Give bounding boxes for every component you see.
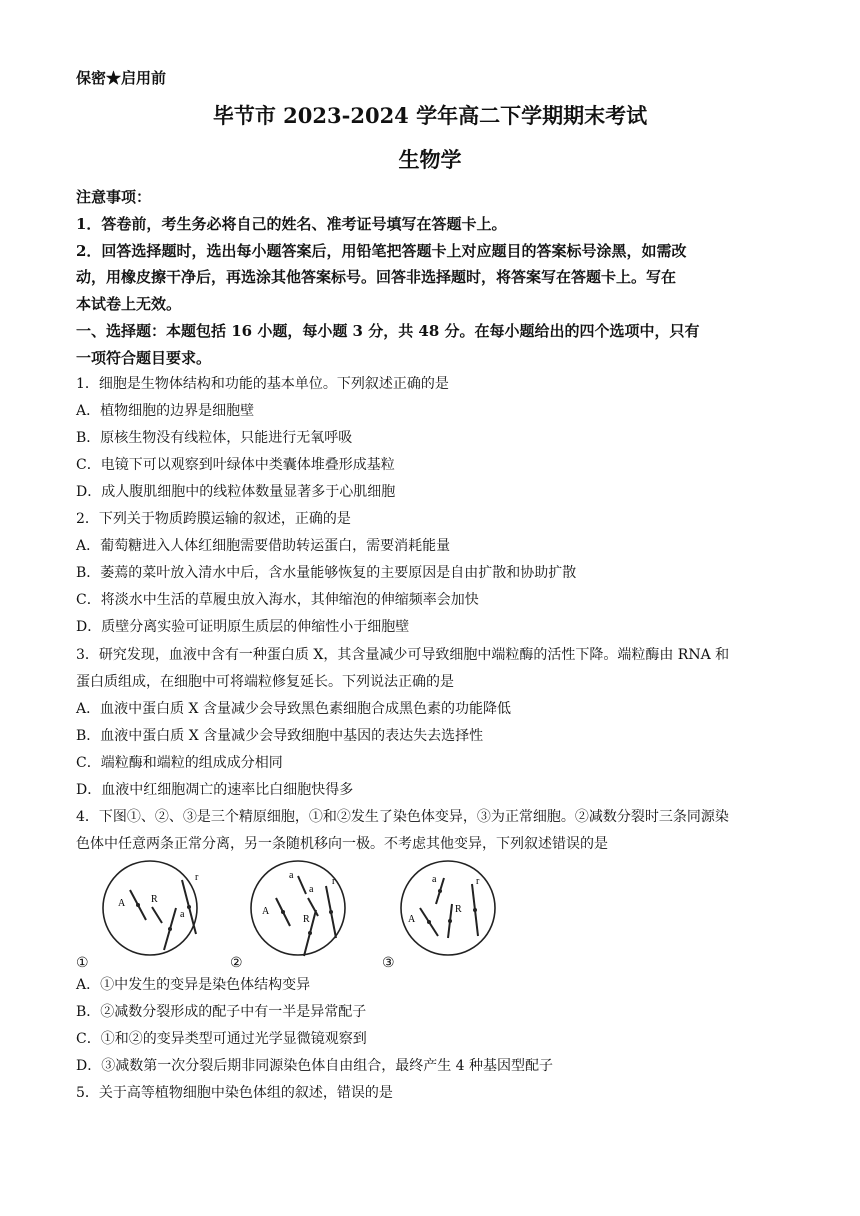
spermatogonium-figure-3 <box>396 858 500 958</box>
gene-label-R: R <box>151 894 158 905</box>
spermatogonium-figure-1 <box>98 858 202 958</box>
q2-stem: 2．下列关于物质跨膜运输的叙述，正确的是 <box>76 511 351 527</box>
subject-title: 生物学 <box>398 147 462 172</box>
gene-label-R: R <box>455 904 462 915</box>
centromere <box>136 903 140 907</box>
q2-option-d: D．质壁分离实验可证明原生质层的伸缩性小于细胞壁 <box>76 619 410 635</box>
notice-item-1: 1．答卷前，考生务必将自己的姓名、准考证号填写在答题卡上。 <box>76 215 507 233</box>
confidential-mark: 保密★启用前 <box>76 69 167 87</box>
q1-option-d: D．成人腹肌细胞中的线粒体数量显著多于心肌细胞 <box>76 484 396 500</box>
gene-label-R: R <box>303 914 310 925</box>
exam-title: 毕节市 2023-2024 学年高二下学期期末考试 <box>212 103 648 128</box>
q3-option-a: A．血液中蛋白质 X 含量减少会导致黑色素细胞合成黑色素的功能降低 <box>76 701 511 717</box>
centromere <box>168 927 172 931</box>
notice-item-2-line2: 动，用橡皮擦干净后，再选涂其他答案标号。回答非选择题时，将答案写在答题卡上。写在 <box>76 268 677 286</box>
gene-label-r: r <box>195 872 199 883</box>
centromere <box>427 920 431 924</box>
gene-label-r: r <box>476 876 480 887</box>
gene-label-A: A <box>408 914 416 925</box>
figure-label-2: ② <box>230 955 243 971</box>
notice-item-2-line1: 2．回答选择题时，选出每小题答案后，用铅笔把答题卡上对应题目的答案标号涂黑，如需改 <box>76 242 687 260</box>
q5-stem: 5．关于高等植物细胞中染色体组的叙述，错误的是 <box>76 1085 393 1101</box>
chromosome <box>152 907 162 923</box>
centromere <box>438 889 442 893</box>
centromere <box>329 910 333 914</box>
gene-label-r: r <box>332 876 336 887</box>
q4-option-c: C．①和②的变异类型可通过光学显微镜观察到 <box>76 1031 367 1047</box>
centromere <box>473 908 477 912</box>
q4-option-a: A．①中发生的变异是染色体结构变异 <box>76 977 311 993</box>
section-heading-line2: 一项符合题目要求。 <box>76 349 212 367</box>
spermatogonium-figure-2 <box>246 858 350 958</box>
section-heading-line1: 一、选择题：本题包括 16 小题，每小题 3 分，共 48 分。在每小题给出的四个选项中，只有 <box>76 322 700 340</box>
q4-stem-line2: 色体中任意两条正常分离，另一条随机移向一极。不考虑其他变异，下列叙述错误的是 <box>76 836 608 852</box>
gene-label-A: A <box>262 906 270 917</box>
chromosome <box>298 876 306 894</box>
gene-label-a: a <box>180 909 185 920</box>
q2-option-b: B．萎蔫的菜叶放入清水中后，含水量能够恢复的主要原因是自由扩散和协助扩散 <box>76 565 577 581</box>
centromere <box>448 919 452 923</box>
q1-option-c: C．电镜下可以观察到叶绿体中类囊体堆叠形成基粒 <box>76 457 395 473</box>
q3-option-d: D．血液中红细胞凋亡的速率比白细胞快得多 <box>76 782 354 798</box>
centromere <box>281 910 285 914</box>
q2-option-c: C．将淡水中生活的草履虫放入海水，其伸缩泡的伸缩频率会加快 <box>76 592 479 608</box>
gene-label-A: A <box>118 898 126 909</box>
q4-option-b: B．②减数分裂形成的配子中有一半是异常配子 <box>76 1004 367 1020</box>
q2-option-a: A．葡萄糖进入人体红细胞需要借助转运蛋白，需要消耗能量 <box>76 538 451 554</box>
notice-heading: 注意事项： <box>76 188 152 206</box>
q4-figures <box>76 858 576 976</box>
q4-option-d: D．③减数第一次分裂后期非同源染色体自由组合，最终产生 4 种基因型配子 <box>76 1058 554 1074</box>
cell-outline <box>401 861 495 955</box>
centromere <box>308 931 312 935</box>
q3-stem-line2: 蛋白质组成，在细胞中可将端粒修复延长。下列说法正确的是 <box>76 674 454 690</box>
q1-option-b: B．原核生物没有线粒体，只能进行无氧呼吸 <box>76 430 353 446</box>
q1-option-a: A．植物细胞的边界是细胞壁 <box>76 403 255 419</box>
notice-item-2-line3: 本试卷上无效。 <box>76 295 182 313</box>
gene-label-a: a <box>309 884 314 895</box>
gene-label-a: a <box>289 870 294 881</box>
q3-stem-line1: 3．研究发现，血液中含有一种蛋白质 X，其含量减少可导致细胞中端粒酶的活性下降。端粒酶由 RNA 和 <box>76 647 730 663</box>
centromere <box>187 905 191 909</box>
figure-label-1: ① <box>76 955 89 971</box>
q1-stem: 1．细胞是生物体结构和功能的基本单位。下列叙述正确的是 <box>76 376 449 392</box>
q3-option-b: B．血液中蛋白质 X 含量减少会导致细胞中基因的表达失去选择性 <box>76 728 484 744</box>
figure-label-3: ③ <box>382 955 395 971</box>
q3-option-c: C．端粒酶和端粒的组成成分相同 <box>76 755 283 771</box>
gene-label-a: a <box>432 874 437 885</box>
q4-stem-line1: 4．下图①、②、③是三个精原细胞，①和②发生了染色体变异，③为正常细胞。②减数分裂时三条同源染 <box>76 809 729 825</box>
